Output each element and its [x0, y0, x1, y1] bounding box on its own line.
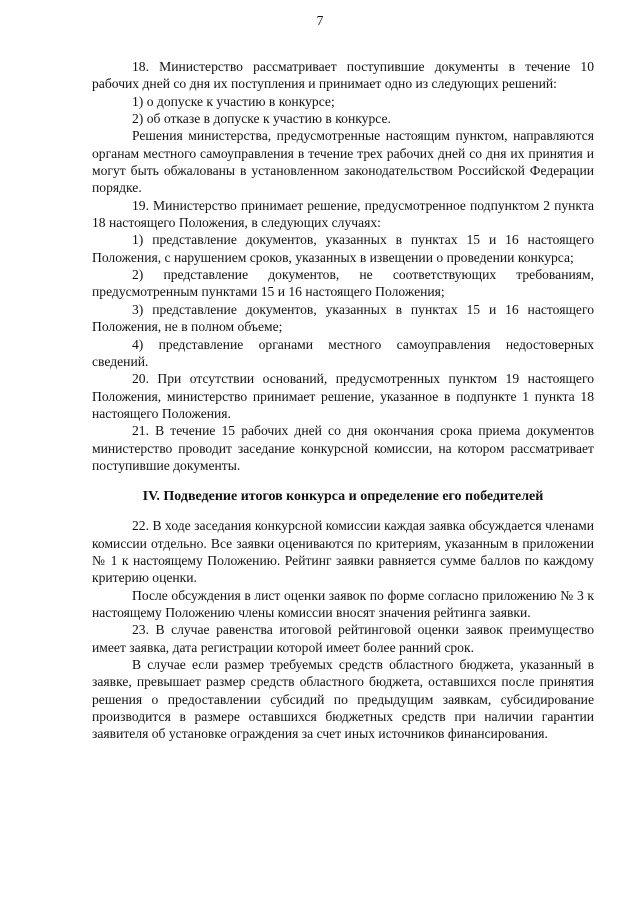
paragraph-19-case-3: 3) представление документов, указанных в пунктах 15 и 16 настоящего Положения, не в полном объеме; [92, 301, 594, 335]
page-number: 7 [316, 13, 324, 28]
paragraph-22: 22. В ходе заседания конкурсной комиссии каждая заявка обсуждается членами комиссии отдельно. Все заявки оцениваются по критериям, указанным в приложении № 1 к настоящему Положению. Рейтинг заявки равняется сумме баллов по каждому критерию оценки. [92, 518, 594, 586]
paragraph-21: 21. В течение 15 рабочих дней со дня окончания срока приема документов министерство проводит заседание конкурсной комиссии, на котором рассматривает поступившие документы. [92, 423, 594, 473]
paragraph-20: 20. При отсутствии оснований, предусмотренных пунктом 19 настоящего Положения, министерство принимает решение, указанное в подпункте 1 пункта 18 настоящего Положения. [92, 371, 594, 421]
paragraph-23-funding: В случае если размер требуемых средств областного бюджета, указанный в заявке, превышает размер средств областного бюджета, оставшихся после принятия решения о предоставлении субсидий по предыдущим заявкам, субсидирование производится в размере оставшихся бюджетных средств при наличии гарантии заявителя об установке ограждения за счет иных источников финансирования. [92, 657, 594, 742]
paragraph-18-option-2: 2) об отказе в допуске к участию в конкурсе. [132, 111, 391, 127]
paragraph-19-case-4: 4) представление органами местного самоуправления недостоверных сведений. [92, 336, 594, 369]
paragraph-19-case-2: 2) представление документов, не соответствующих требованиям, предусмотренным пунктами 15 и 16 настоящего Положения; [92, 267, 594, 300]
paragraph-19: 19. Министерство принимает решение, предусмотренное подпунктом 2 пункта 18 настоящего Положения, в следующих случаях: [92, 197, 594, 231]
paragraph-23: 23. В случае равенства итоговой рейтинговой оценки заявок преимущество имеет заявка, дата регистрации которой имеет более ранний срок. [92, 622, 594, 655]
paragraph-19-case-1: 1) представление документов, указанных в пунктах 15 и 16 настоящего Положения, с нарушением сроков, указанных в извещении о проведении конкурса; [92, 232, 594, 265]
paragraph-18-decisions: Решения министерства, предусмотренные настоящим пунктом, направляются органам местного самоуправления в течение трех рабочих дней со дня их принятия и могут быть обжалованы в установленном законодательством Российской Федерации порядке. [92, 128, 594, 196]
document-body [92, 58, 594, 743]
paragraph-22-rating: После обсуждения в лист оценки заявок по форме согласно приложению № 3 к настоящему Положению члены комиссии вносят значения рейтинга заявки. [92, 587, 594, 620]
paragraph-18: 18. Министерство рассматривает поступившие документы в течение 10 рабочих дней со дня их поступления и принимает одно из следующих решений: [92, 59, 594, 92]
section-heading: IV. Подведение итогов конкурса и определение его победителей [142, 489, 544, 505]
paragraph-18-option-1: 1) о допуске к участию в конкурсе; [132, 93, 335, 109]
